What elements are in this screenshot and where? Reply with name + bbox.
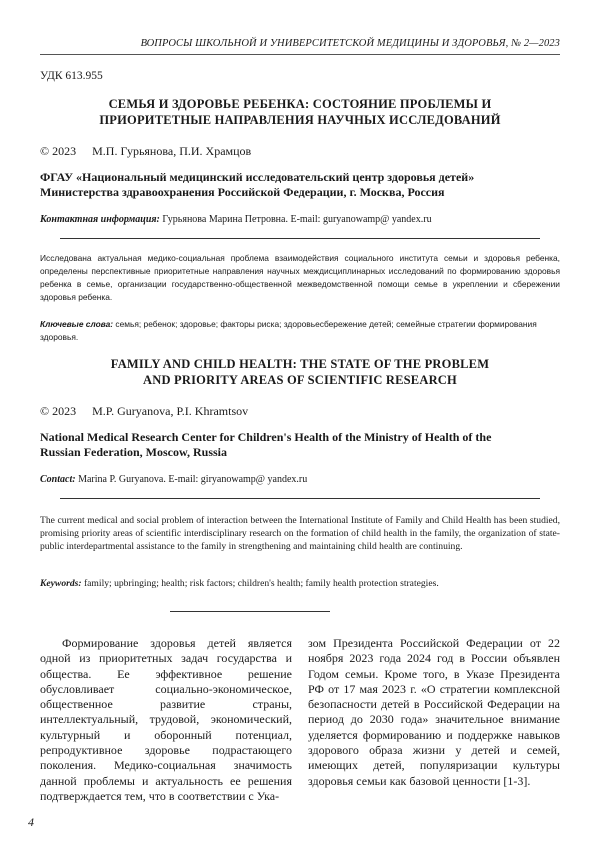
contact-ru	[40, 214, 560, 225]
affiliation-en	[40, 430, 560, 460]
abstract-ru: Исследована актуальная медико-социальная проблема взаимодействия социального института семьи и здоровья ребенка, определены перспективные приоритетные направления научных междисциплинарных исследований по формированию здоровья ребенка в семье, организации государственно-общественной межведомственной помощи семье в укреплении и сбережении здоровья ребенка.	[40, 253, 560, 302]
journal-header: ВОПРОСЫ ШКОЛЬНОЙ И УНИВЕРСИТЕТСКОЙ МЕДИЦИНЫ И ЗДОРОВЬЯ, № 2—2023	[140, 38, 560, 49]
keywords-ru-label: Ключевые слова:	[40, 319, 114, 329]
affiliation-ru-line-1: ФГАУ «Национальный медицинский исследовательский центр здоровья детей»	[40, 170, 475, 184]
udk-code: УДК 613.955	[40, 70, 103, 82]
author-names-ru: М.П. Гурьянова, П.И. Храмцов	[92, 144, 252, 158]
affiliation-en-line-1: National Medical Research Center for Children's Health of the Ministry of Health of the	[40, 430, 492, 444]
contact-en	[40, 474, 560, 485]
copyright-ru: © 2023	[40, 144, 77, 158]
title-en-line-2: AND PRIORITY AREAS OF SCIENTIFIC RESEARCH	[143, 373, 457, 387]
contact-ru-text: Гурьянова Марина Петровна. E-mail: guryanowamp@ yandex.ru	[162, 214, 432, 225]
body-right-column: зом Президента Российской Федерации от 22 ноября 2023 года 2024 год в России объявлен Годом семьи. Кроме того, в Указе Президента РФ от 17 мая 2023 г. «О стратегии комплексной безопасности детей в Российской Федерации на период до 2030 года» значительное внимание уделяется формированию и поддержке навыков здорового образа жизни у детей и семей, имеющих детей, популяризации культуры здоровья семьи как базовой ценности [1-3].	[308, 636, 560, 788]
body-left-column: Формирование здоровья детей является одной из приоритетных задач государства и общества. Ее эффективное решение обусловливает социально-экономическое, общественное развитие страны, интеллектуальный, трудовой, экономический, культурный и оборонный потенциал, репродуктивное здоровье подрастающего поколения. Медико-социальная значимость данной проблемы и актуальность ее решения подтверждается тем, что в соответствии с Ука-	[40, 636, 292, 803]
divider-en-top	[60, 498, 540, 499]
affiliation-en-line-2: Russian Federation, Moscow, Russia	[40, 445, 228, 459]
keywords-ru-text: семья; ребенок; здоровье; факторы риска; здоровьесбережение детей; семейные стратегии формирования здоровья.	[40, 319, 537, 342]
contact-en-text: Marina P. Guryanova. E-mail: giryanowamp@ yandex.ru	[78, 474, 308, 485]
authors-ru	[40, 144, 251, 159]
title-ru-line-2: ПРИОРИТЕТНЫЕ НАПРАВЛЕНИЯ НАУЧНЫХ ИССЛЕДОВАНИЙ	[99, 113, 501, 127]
copyright-en: © 2023	[40, 404, 77, 418]
contact-ru-label: Контактная информация:	[40, 214, 160, 225]
affiliation-ru-line-2: Министерства здравоохранения Российской Федерации, г. Москва, Россия	[40, 185, 445, 199]
article-title-en	[40, 356, 560, 388]
keywords-en-text: family; upbringing; health; risk factors; children's health; family health protection strategies.	[83, 578, 439, 589]
keywords-en-label: Keywords:	[40, 578, 82, 589]
title-en-line-1: FAMILY AND CHILD HEALTH: THE STATE OF THE PROBLEM	[110, 357, 490, 371]
abstract-en: The current medical and social problem of interaction between the International Institute of Family and Child Health has been studied, promising priority areas of scientific interdisciplinary research on the formation of child health in the family, the organization of state-public interdepartmental assistance to the family in strengthening and maintaining child health are continuing.	[40, 515, 560, 552]
divider-body	[170, 611, 330, 612]
keywords-ru	[40, 318, 560, 344]
keywords-en	[40, 578, 560, 589]
header-rule	[40, 54, 560, 55]
author-names-en: M.P. Guryanova, P.I. Khramtsov	[92, 404, 249, 418]
article-title-ru	[40, 96, 560, 128]
affiliation-ru	[40, 170, 560, 200]
page-number: 4	[28, 815, 34, 829]
authors-en	[40, 404, 248, 419]
contact-en-label: Contact:	[40, 474, 76, 485]
title-ru-line-1: СЕМЬЯ И ЗДОРОВЬЕ РЕБЕНКА: СОСТОЯНИЕ ПРОБЛЕМЫ И	[108, 97, 492, 111]
divider-ru-top	[60, 238, 540, 239]
